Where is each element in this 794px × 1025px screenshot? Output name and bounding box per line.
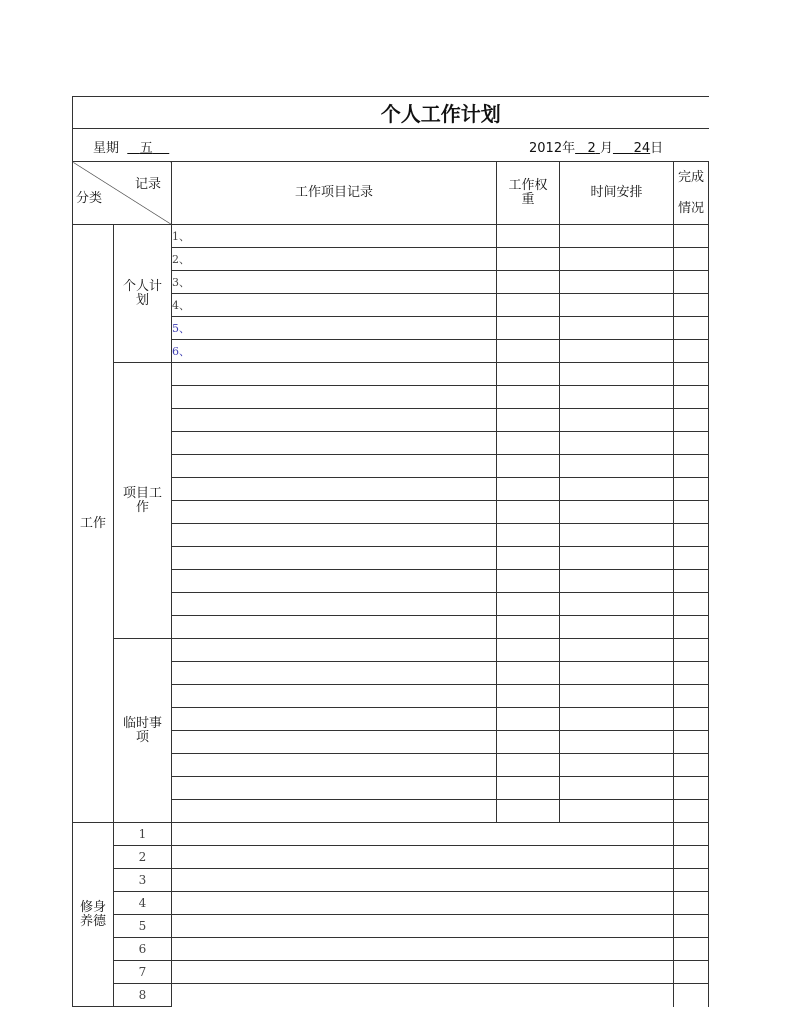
weight-cell[interactable] <box>497 340 560 363</box>
schedule-cell[interactable] <box>560 639 674 662</box>
section-label: 临时事项 <box>114 639 172 823</box>
status-cell[interactable] <box>674 340 709 363</box>
status-header: 完成 情况 <box>674 162 709 225</box>
status-cell[interactable] <box>674 386 709 409</box>
status-cell[interactable] <box>674 800 709 823</box>
cultivation-item-cell[interactable] <box>172 984 674 1007</box>
item-cell[interactable] <box>172 455 497 478</box>
item-cell[interactable] <box>172 386 497 409</box>
schedule-cell[interactable] <box>560 478 674 501</box>
item-cell[interactable] <box>172 662 497 685</box>
status-cell[interactable] <box>674 225 709 248</box>
cultivation-item-cell[interactable] <box>172 846 674 869</box>
schedule-cell[interactable] <box>560 317 674 340</box>
schedule-cell[interactable] <box>560 662 674 685</box>
status-cell[interactable] <box>674 317 709 340</box>
item-cell[interactable] <box>172 777 497 800</box>
item-cell[interactable] <box>172 478 497 501</box>
status-cell[interactable] <box>674 869 709 892</box>
status-cell[interactable] <box>674 432 709 455</box>
cultivation-item-cell[interactable] <box>172 938 674 961</box>
weight-cell[interactable] <box>497 478 560 501</box>
table-row <box>73 846 709 869</box>
weight-cell[interactable] <box>497 708 560 731</box>
schedule-cell[interactable] <box>560 432 674 455</box>
item-cell[interactable] <box>172 432 497 455</box>
schedule-cell[interactable] <box>560 501 674 524</box>
schedule-cell[interactable] <box>560 800 674 823</box>
table-row <box>73 938 709 961</box>
table-row <box>73 915 709 938</box>
weight-cell[interactable] <box>497 662 560 685</box>
table-row <box>73 823 709 846</box>
schedule-header: 时间安排 <box>560 162 674 225</box>
weight-cell[interactable] <box>497 225 560 248</box>
item-cell[interactable] <box>172 731 497 754</box>
cultivation-item-cell[interactable] <box>172 892 674 915</box>
table-row <box>73 225 709 248</box>
table-row <box>73 892 709 915</box>
weight-cell[interactable] <box>497 754 560 777</box>
table-row <box>73 363 709 386</box>
status-cell[interactable] <box>674 271 709 294</box>
status-cell[interactable] <box>674 846 709 869</box>
status-cell[interactable] <box>674 823 709 846</box>
weight-cell[interactable] <box>497 363 560 386</box>
work-plan-table <box>72 96 709 1007</box>
item-cell[interactable] <box>172 708 497 731</box>
item-cell[interactable] <box>172 616 497 639</box>
item-cell[interactable]: 6、 <box>172 340 497 363</box>
item-cell[interactable] <box>172 547 497 570</box>
row-index: 4 <box>114 892 172 915</box>
table-row <box>73 639 709 662</box>
weight-cell[interactable] <box>497 455 560 478</box>
status-cell[interactable] <box>674 662 709 685</box>
table-row <box>73 869 709 892</box>
cultivation-item-cell[interactable] <box>172 823 674 846</box>
status-cell[interactable] <box>674 593 709 616</box>
weight-cell[interactable] <box>497 731 560 754</box>
weekday: 星期 五 <box>93 141 153 156</box>
row-index: 1 <box>114 823 172 846</box>
schedule-cell[interactable] <box>560 363 674 386</box>
cultivation-item-cell[interactable] <box>172 869 674 892</box>
item-cell[interactable]: 5、 <box>172 317 497 340</box>
item-cell[interactable] <box>172 685 497 708</box>
diagonal-header <box>73 162 172 225</box>
item-cell[interactable] <box>172 754 497 777</box>
section-label: 个人计划 <box>114 225 172 363</box>
weight-cell[interactable] <box>497 386 560 409</box>
weight-cell[interactable] <box>497 501 560 524</box>
status-cell[interactable] <box>674 754 709 777</box>
status-cell[interactable] <box>674 915 709 938</box>
status-cell[interactable] <box>674 616 709 639</box>
weight-cell[interactable] <box>497 271 560 294</box>
status-cell[interactable] <box>674 731 709 754</box>
item-cell[interactable] <box>172 639 497 662</box>
schedule-cell[interactable] <box>560 731 674 754</box>
item-cell[interactable]: 4、 <box>172 294 497 317</box>
schedule-cell[interactable] <box>560 754 674 777</box>
status-cell[interactable] <box>674 409 709 432</box>
schedule-cell[interactable] <box>560 708 674 731</box>
schedule-cell[interactable] <box>560 616 674 639</box>
row-index: 6 <box>114 938 172 961</box>
item-cell[interactable]: 3、 <box>172 271 497 294</box>
cultivation-label: 修身养德 <box>73 823 114 1007</box>
page-title: 个人工作计划 <box>73 97 709 129</box>
weight-cell[interactable] <box>497 616 560 639</box>
row-index: 7 <box>114 961 172 984</box>
item-cell[interactable]: 1、 <box>172 225 497 248</box>
row-index: 2 <box>114 846 172 869</box>
cultivation-item-cell[interactable] <box>172 961 674 984</box>
weight-cell[interactable] <box>497 294 560 317</box>
weight-cell[interactable] <box>497 547 560 570</box>
weight-cell[interactable] <box>497 524 560 547</box>
row-index: 5 <box>114 915 172 938</box>
weight-cell[interactable] <box>497 409 560 432</box>
row-index: 3 <box>114 869 172 892</box>
row-index: 8 <box>114 984 172 1007</box>
status-cell[interactable] <box>674 938 709 961</box>
schedule-cell[interactable] <box>560 570 674 593</box>
status-cell[interactable] <box>674 639 709 662</box>
record-label: 记录 <box>134 177 161 192</box>
status-cell[interactable] <box>674 892 709 915</box>
section-label: 项目工作 <box>114 363 172 639</box>
item-cell[interactable] <box>172 593 497 616</box>
status-cell[interactable] <box>674 708 709 731</box>
schedule-cell[interactable] <box>560 593 674 616</box>
weight-cell[interactable] <box>497 432 560 455</box>
status-cell[interactable] <box>674 961 709 984</box>
schedule-cell[interactable] <box>560 294 674 317</box>
category-label: 分类 <box>76 191 103 206</box>
status-cell[interactable] <box>674 547 709 570</box>
schedule-cell[interactable] <box>560 386 674 409</box>
status-cell[interactable] <box>674 777 709 800</box>
status-cell[interactable] <box>674 524 709 547</box>
weight-header: 工作权重 <box>497 162 560 225</box>
schedule-cell[interactable] <box>560 248 674 271</box>
weight-cell[interactable] <box>497 685 560 708</box>
date: 2012年 2 月 24日 <box>529 141 664 156</box>
item-cell[interactable] <box>172 570 497 593</box>
item-cell[interactable] <box>172 409 497 432</box>
weight-cell[interactable] <box>497 593 560 616</box>
item-cell[interactable]: 2、 <box>172 248 497 271</box>
status-cell[interactable] <box>674 363 709 386</box>
schedule-cell[interactable] <box>560 777 674 800</box>
date-row <box>73 129 709 162</box>
cultivation-item-cell[interactable] <box>172 915 674 938</box>
table-row <box>73 984 709 1007</box>
weight-cell[interactable] <box>497 317 560 340</box>
status-cell[interactable] <box>674 294 709 317</box>
table-row <box>73 961 709 984</box>
schedule-cell[interactable] <box>560 225 674 248</box>
status-cell[interactable] <box>674 685 709 708</box>
group-work: 工作 <box>73 225 114 823</box>
item-cell[interactable] <box>172 524 497 547</box>
schedule-cell[interactable] <box>560 340 674 363</box>
schedule-cell[interactable] <box>560 547 674 570</box>
weight-cell[interactable] <box>497 570 560 593</box>
item-cell[interactable] <box>172 501 497 524</box>
status-cell[interactable] <box>674 455 709 478</box>
weight-cell[interactable] <box>497 777 560 800</box>
schedule-cell[interactable] <box>560 409 674 432</box>
status-cell[interactable] <box>674 570 709 593</box>
item-header: 工作项目记录 <box>172 162 497 225</box>
item-cell[interactable] <box>172 363 497 386</box>
weight-cell[interactable] <box>497 800 560 823</box>
schedule-cell[interactable] <box>560 524 674 547</box>
weight-cell[interactable] <box>497 248 560 271</box>
weight-cell[interactable] <box>497 639 560 662</box>
item-cell[interactable] <box>172 800 497 823</box>
schedule-cell[interactable] <box>560 685 674 708</box>
status-cell[interactable] <box>674 248 709 271</box>
status-cell[interactable] <box>674 984 709 1007</box>
status-cell[interactable] <box>674 478 709 501</box>
schedule-cell[interactable] <box>560 455 674 478</box>
status-cell[interactable] <box>674 501 709 524</box>
schedule-cell[interactable] <box>560 271 674 294</box>
